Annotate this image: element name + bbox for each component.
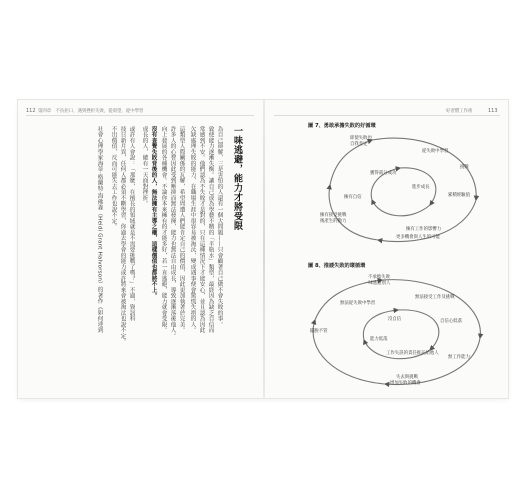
paragraph-line: 向上發展的各種機會。不論你本來擁有的才能多好，若一直逃避，能力就會受限。 <box>160 126 167 333</box>
node-label: 無工作能力 <box>448 355 470 360</box>
node-label: 擁有自信 <box>344 195 362 200</box>
node-label: 無法接受工作及挑戰 <box>415 295 455 300</box>
book-spread <box>18 100 508 398</box>
page-number-left: 112 <box>26 108 36 114</box>
paragraph-line: 致使能力逐漸失衡。讓自己成為學藝不精的「半瓶水」類型，最終因為缺乏自信而 <box>207 126 214 333</box>
node-label: 能力低落 <box>370 337 388 342</box>
book-spine <box>263 100 265 398</box>
emphasis-text: 沒有查覺失敗背後的人，無法擁有主導之權，這樣價值也都將不上。 <box>150 126 157 299</box>
node-label: 即使失敗也 <box>350 136 372 141</box>
node-label: 擁有接受挑戰 <box>320 213 347 218</box>
paragraph-line <box>150 126 156 388</box>
running-header-left: 第四章 不抗拒口，遇到挫折失敗，從渴望，從中學習 <box>38 109 144 114</box>
paragraph-line: 常感到不安。他們認為不失敗才是對的，只在這種情況下才能安心，並且認為因此 <box>198 126 205 333</box>
node-label: 沒自信 <box>388 317 402 322</box>
node-label: 一味逃避別人 <box>364 281 391 286</box>
node-label: 增加失敗的機會 <box>390 381 421 386</box>
header-rule-right <box>274 115 500 116</box>
figure-7-cycle-diagram <box>280 130 500 250</box>
node-label: 擺脫不管 <box>310 329 328 334</box>
paragraph-line: 成長的人，總有一天面對挫折。 <box>141 126 148 207</box>
node-label: 累積經驗值 <box>448 193 470 198</box>
section-title: 一味逃避，能力才將受限 <box>232 126 242 231</box>
node-label: 擁有工作的影響力 <box>406 227 442 232</box>
node-label: 後產生的動力 <box>320 219 347 224</box>
paragraph-line: 技日新月異，任何人都必須不斷學習，你過去學會的能力或許將來會被淘汰也說不定。 <box>119 126 126 345</box>
paragraph-line: 這類型人際關係的瓦解，希望周遭人們能肯定自己的價值，因此更加執著於完美。 <box>178 126 185 333</box>
node-label: 更多機會與人生的可能 <box>396 235 440 240</box>
page-number-right: 113 <box>488 108 498 114</box>
node-label: 自信心低落 <box>440 319 462 324</box>
node-label: 失去與挑戰 <box>396 375 418 380</box>
paragraph-line: 或許有人會說：「那麼，在擅長的領域就是不需要挑戰了嗎？」不過，資訊科 <box>128 126 135 322</box>
figure-7-title: 圖 7、勇敢承擔失敗的好循環 <box>308 123 376 129</box>
node-label: 自我肯定 <box>350 142 368 147</box>
node-label: 不承擔失敗 <box>368 275 390 280</box>
paragraph-line: 不出價值，反而可能失去工作也說不定。 <box>110 126 117 230</box>
paragraph-line: 社會心理學家海蒂·格蘭特·海佛森（Heidi Grant Halvorson）的著作《如何達到 <box>96 126 103 333</box>
node-label: 無法從失敗中學習 <box>340 301 376 306</box>
node-label: 獲得部分成功 <box>370 171 397 176</box>
node-label: 進步成長 <box>412 185 430 190</box>
paragraph-line: 欠缺處理失敗的能力，在職場生涯中很容易被淘汰，變成遇事便會驚慌失措的人。 <box>189 126 196 333</box>
paragraph-line: 為自己辯解，三是害怕的人還有一個大問題——只會顧著自己做不會失敗的事。 <box>216 126 223 328</box>
figure-8-title: 圖 8、推諉失敗的壞循環 <box>308 263 366 269</box>
node-label: 從失敗中學習 <box>422 149 449 154</box>
node-label: 挑戰 <box>460 165 469 170</box>
header-rule-left <box>26 115 254 116</box>
figure-8-cycle-diagram <box>280 270 500 392</box>
node-label: 工作失誤的責任推託給他人 <box>386 351 439 356</box>
running-header-right: 好習慣工作術 <box>446 109 473 114</box>
paragraph-line: 許多人的心智因此受到壓抑而無法發揮，能力也無法自由成長，導致逐漸落後他人。 <box>169 126 176 339</box>
